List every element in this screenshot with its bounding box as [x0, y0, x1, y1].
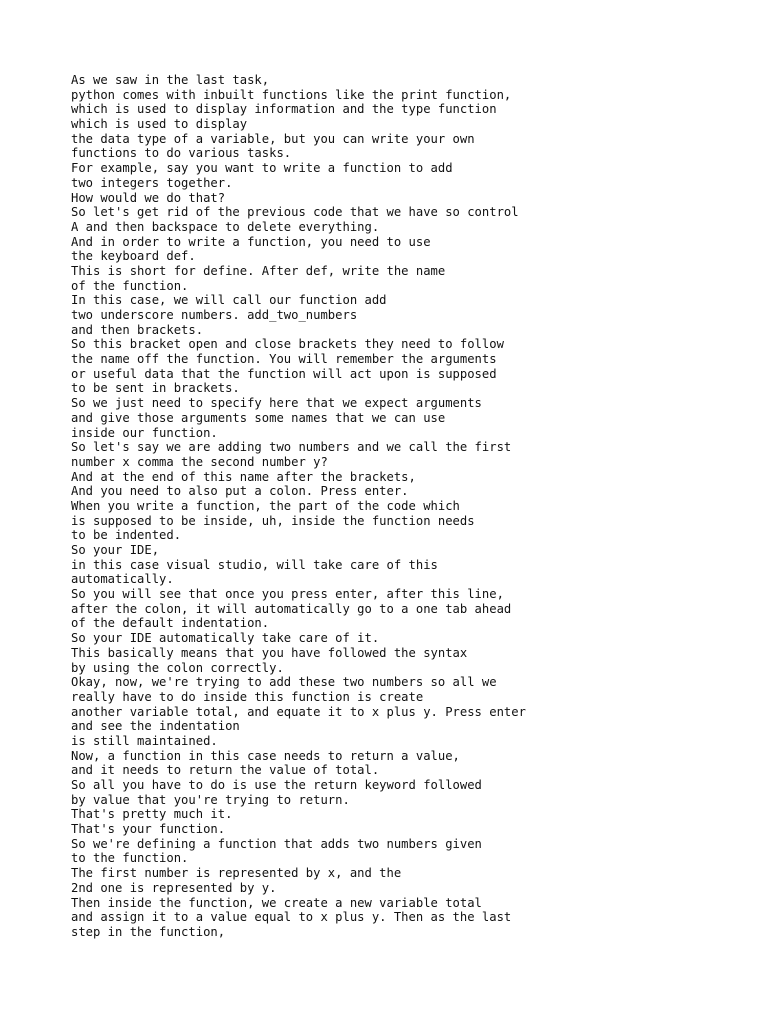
text-line: So let's get rid of the previous code that we have so control	[71, 205, 519, 220]
text-line: which is used to display	[71, 117, 248, 132]
text-line: number x comma the second number y?	[71, 454, 328, 469]
text-line: That's your function.	[71, 822, 226, 837]
text-line: in this case visual studio, will take care of this	[71, 557, 438, 572]
text-line: Okay, now, we're trying to add these two numbers so all we	[71, 675, 497, 690]
text-line: and assign it to a value equal to x plus y. Then as the last	[71, 910, 512, 925]
text-line: That's pretty much it.	[71, 807, 233, 822]
document-page	[71, 73, 751, 940]
text-line: really have to do inside this function is create	[71, 689, 424, 704]
text-line: the name off the function. You will remember the arguments	[71, 352, 497, 367]
text-line: So we're defining a function that adds two numbers given	[71, 836, 482, 851]
text-line: two integers together.	[71, 175, 233, 190]
text-line: two underscore numbers. add_two_numbers	[71, 308, 358, 322]
text-line: which is used to display information and the type function	[71, 102, 497, 117]
text-line: another variable total, and equate it to x plus y. Press enter	[71, 704, 526, 719]
text-line: As we saw in the last task,	[71, 73, 270, 87]
text-line: So this bracket open and close brackets they need to follow	[71, 337, 504, 352]
text-line: step in the function,	[71, 924, 226, 939]
text-line: So all you have to do is use the return keyword followed	[71, 778, 482, 792]
text-line: Now, a function in this case needs to return a value,	[71, 748, 460, 763]
text-line: This is short for define. After def, write the name	[71, 263, 446, 278]
text-line: 2nd one is represented by y.	[71, 880, 277, 895]
text-line: How would we do that?	[71, 190, 226, 205]
text-line: after the colon, it will automatically go to a one tab ahead	[71, 601, 512, 616]
text-line: to the function.	[71, 851, 189, 866]
text-line: and give those arguments some names that we can use	[71, 410, 446, 425]
text-line: and see the indentation	[71, 719, 240, 734]
text-line: So we just need to specify here that we expect arguments	[71, 396, 482, 411]
text-line: to be indented.	[71, 528, 182, 543]
text-line: So your IDE,	[71, 543, 160, 557]
text-line: So you will see that once you press enter, after this line,	[71, 587, 504, 602]
text-line: And at the end of this name after the brackets,	[71, 469, 416, 484]
text-line: the data type of a variable, but you can write your own	[71, 131, 475, 146]
text-line: In this case, we will call our function add	[71, 293, 387, 308]
text-line: functions to do various tasks.	[71, 146, 292, 161]
text-line: is still maintained.	[71, 733, 218, 748]
text-line: the keyboard def.	[71, 249, 196, 264]
text-line: And in order to write a function, you need to use	[71, 234, 431, 249]
text-line: automatically.	[71, 572, 174, 587]
text-line: inside our function.	[71, 425, 218, 440]
text-line: For example, say you want to write a function to add	[71, 161, 453, 176]
text-line: And you need to also put a colon. Press enter.	[71, 484, 409, 499]
text-line: and it needs to return the value of total.	[71, 763, 380, 778]
text-line: to be sent in brackets.	[71, 381, 240, 396]
text-line: So let's say we are adding two numbers and we call the first	[71, 440, 512, 455]
text-line: python comes with inbuilt functions like the print function,	[71, 87, 512, 102]
text-line: of the default indentation.	[71, 616, 270, 631]
text-line: and then brackets.	[71, 322, 204, 337]
transcript-text	[71, 73, 751, 940]
text-line: So your IDE automatically take care of it.	[71, 631, 380, 646]
text-line: by value that you're trying to return.	[71, 792, 350, 807]
text-line: by using the colon correctly.	[71, 660, 284, 675]
text-line: The first number is represented by x, and the	[71, 866, 402, 881]
text-line: A and then backspace to delete everything.	[71, 219, 380, 234]
text-line: or useful data that the function will act upon is supposed	[71, 366, 497, 381]
text-line: This basically means that you have followed the syntax	[71, 645, 468, 660]
text-line: of the function.	[71, 278, 189, 293]
text-line: Then inside the function, we create a new variable total	[71, 895, 482, 910]
text-line: When you write a function, the part of the code which	[71, 498, 460, 513]
text-line: is supposed to be inside, uh, inside the function needs	[71, 513, 475, 528]
